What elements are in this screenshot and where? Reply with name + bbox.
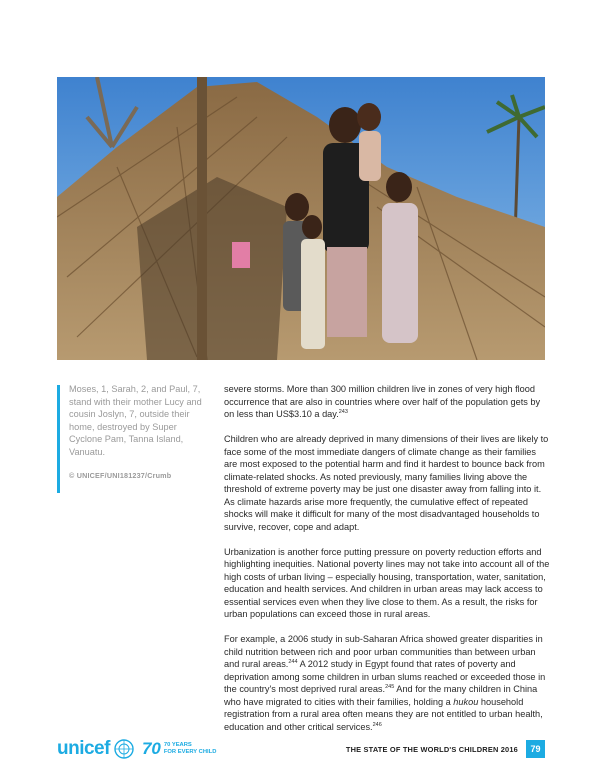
paragraph-4-text-b: A 2012 study in Egypt found that rates of poverty and deprivation among some children in urban slums reached or exceeded those in the country's most deprived rural areas.: [224, 659, 546, 694]
paragraph-3: Urbanization is another force putting pressure on poverty reduction efforts and highlighting inequities. National poverty lines may not take into account all of the high costs of urban living – especially housing, transportation, water, sanitation, education and health services. And children in urban areas may lack access to essential services even when they live close to them. As a result, the risks for urban populations can exceed those in rural areas.: [224, 546, 550, 619]
photo-credit: © UNICEF/UNI181237/Crumb: [69, 470, 172, 480]
italic-term: hukou: [453, 696, 479, 707]
report-title: THE STATE OF THE WORLD'S CHILDREN 2016: [345, 745, 518, 754]
caption-accent-rule: [57, 385, 60, 493]
footer-logo-group: [57, 737, 216, 761]
paragraph-4-text-a: For example, a 2006 study in sub-Saharan Africa showed greater disparities in child nutrition between rich and poor urban communities than between urban and rural areas.: [224, 634, 543, 669]
paragraph-4-text-c: And for the many children in China who have migrated to cities with their families, holding a: [224, 684, 538, 707]
article-body: [224, 383, 550, 746]
paragraph-1: [224, 383, 550, 421]
page-number-badge: 79: [526, 740, 545, 758]
unicef-logo-text: unicef: [57, 738, 110, 759]
anniversary-number: 70: [141, 739, 161, 758]
anniversary-line-1: 70 YEARS: [163, 742, 192, 749]
paragraph-4-text-d: household registration from a rural area often means they are not entitled to urban health, education and other critical services.: [224, 696, 543, 732]
paragraph-2: Children who are already deprived in many dimensions of their lives are likely to face some of the most immediate dangers of climate change as their families are most exposed to the potential harm and find it hardest to bounce back from climate-related shocks. As noted previously, many families living above the threshold of extreme poverty may be just one disaster away from falling into it. As climate hazards arise more frequently, the cumulative effect of repeated shocks will make it difficult for many of the most disadvantaged households to survive, recover, cope and adapt.: [224, 434, 549, 532]
paragraph-1-text: severe storms. More than 300 million children live in zones of very high flood occurrence that are also in countries where over half of the population gets by on less than US$3.10 a day.: [224, 384, 541, 419]
footnote-ref: 243: [338, 408, 348, 415]
anniversary-line-2: FOR EVERY CHILD: [163, 749, 217, 755]
paragraph-4: [224, 633, 550, 733]
caption-text: Moses, 1, Sarah, 2, and Paul, 7, stand with their mother Lucy and cousin Joslyn, 7, outside their home, destroyed by Super Cyclone Pam, Tanna Island, Vanuatu.: [69, 384, 202, 457]
photo-caption: [69, 383, 211, 482]
anniversary-text: [164, 742, 217, 755]
unicef-emblem-icon: [114, 739, 134, 759]
footnote-ref: 244: [288, 658, 298, 665]
photo-illustration: [57, 77, 545, 360]
anniversary-mark: [142, 739, 216, 759]
cover-photo: [57, 77, 545, 360]
footnote-ref: 245: [385, 683, 395, 690]
footnote-ref: 246: [372, 721, 382, 728]
